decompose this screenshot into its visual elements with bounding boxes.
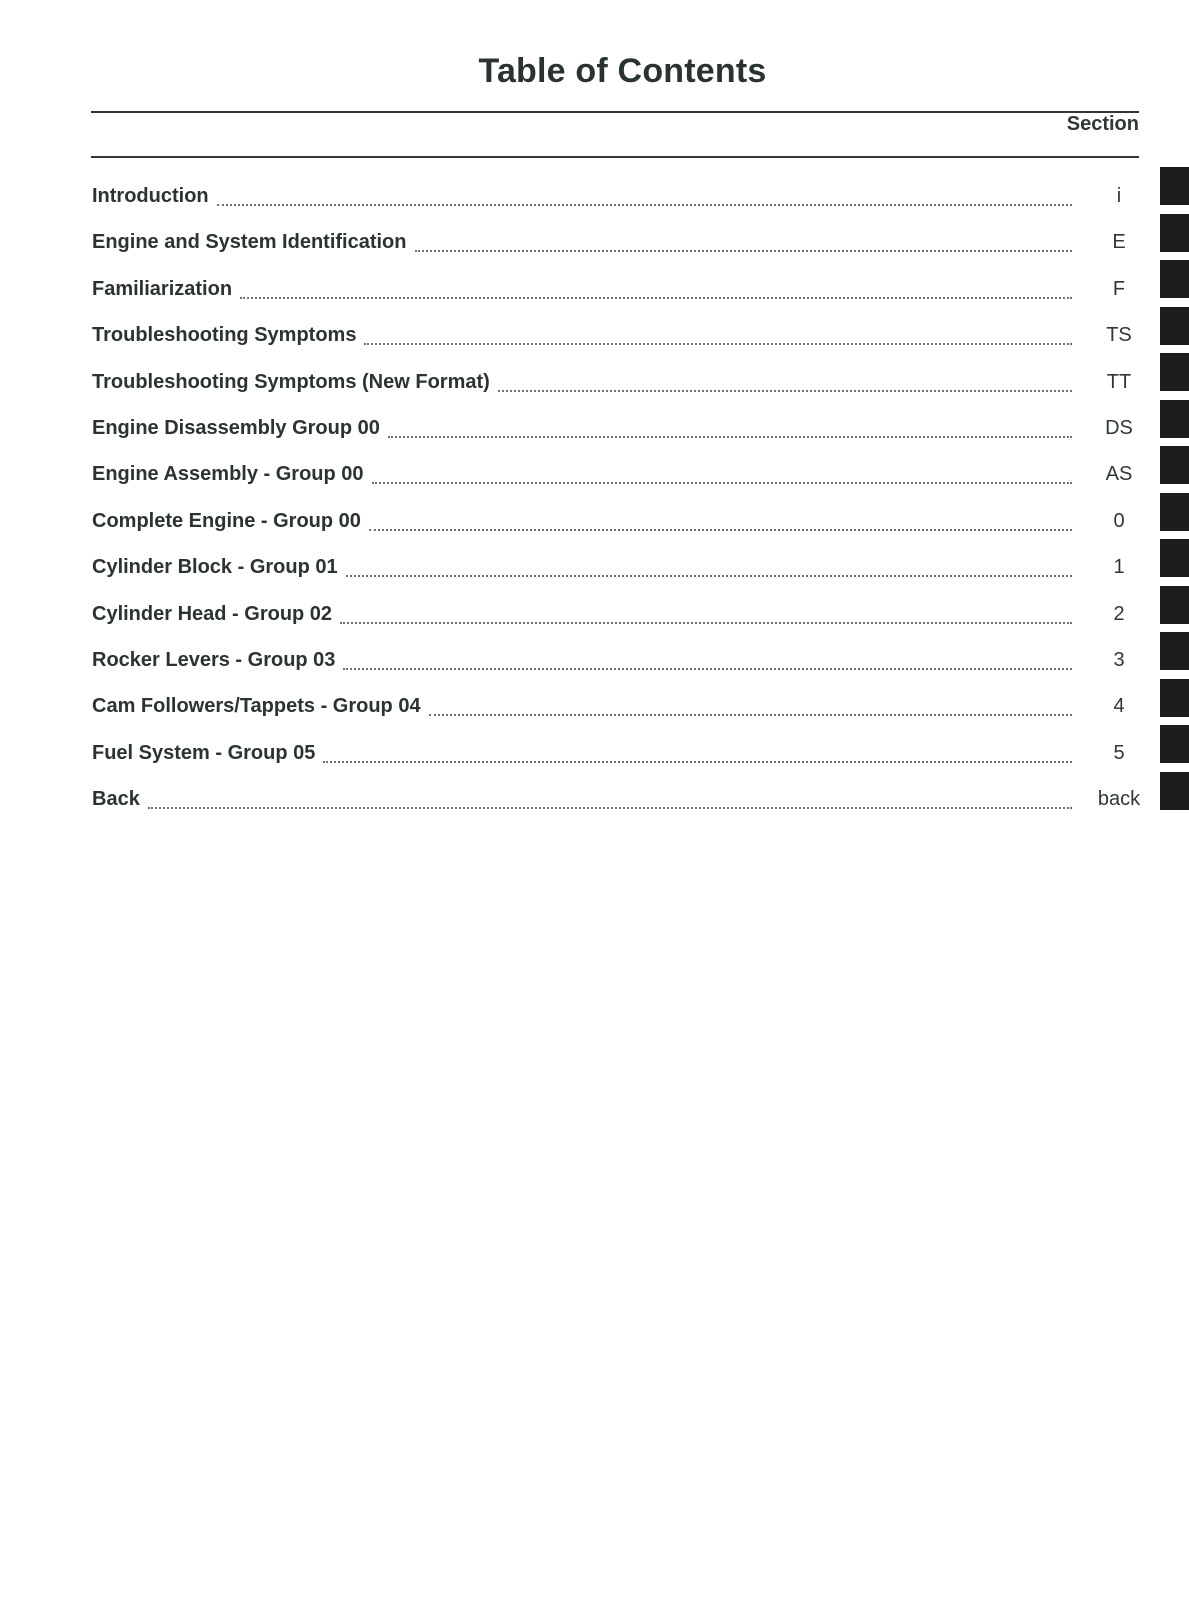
thumb-tab-complete-engine[interactable] <box>1160 493 1189 531</box>
toc-entry-section: DS <box>1105 416 1133 439</box>
toc-entry-fuel-system[interactable] <box>92 741 1144 787</box>
thumb-tab-troubleshooting-symptoms[interactable] <box>1160 307 1189 345</box>
toc-entry-title: Familiarization <box>92 277 233 300</box>
header-rule-top <box>91 111 1139 113</box>
thumb-tab-familiarization[interactable] <box>1160 260 1189 298</box>
dot-leader <box>388 416 1072 438</box>
toc-entry-title: Troubleshooting Symptoms <box>92 324 357 347</box>
toc-entry-back[interactable] <box>92 787 1144 833</box>
toc-entry-section: 1 <box>1113 556 1125 579</box>
dot-leader <box>240 277 1072 299</box>
dot-leader <box>498 370 1072 392</box>
toc-entry-section: back <box>1097 788 1141 811</box>
toc-entry-section: 5 <box>1113 741 1125 764</box>
toc-entry-title: Engine Assembly - Group 00 <box>92 463 364 486</box>
toc-entry-title: Back <box>92 788 140 811</box>
toc-entry-title: Introduction <box>92 185 209 207</box>
toc-entry-troubleshooting-symptoms-new-format[interactable] <box>92 370 1144 416</box>
toc-entry-engine-assembly[interactable] <box>92 462 1144 508</box>
thumb-tab-engine-system-identification[interactable] <box>1160 214 1189 252</box>
dot-leader <box>217 184 1072 206</box>
toc-entry-introduction[interactable] <box>92 184 1144 230</box>
toc-entry-cylinder-head[interactable] <box>92 602 1144 648</box>
toc-entry-complete-engine[interactable] <box>92 509 1144 555</box>
toc-entry-rocker-levers[interactable] <box>92 648 1144 694</box>
dot-leader <box>415 230 1073 252</box>
thumb-tab-rocker-levers[interactable] <box>1160 632 1189 670</box>
thumb-tab-engine-assembly[interactable] <box>1160 446 1189 484</box>
toc-entry-section: F <box>1112 277 1126 300</box>
toc-entry-title: Cylinder Head - Group 02 <box>92 602 333 625</box>
toc-entry-engine-system-identification[interactable] <box>92 230 1144 276</box>
thumb-tab-troubleshooting-new-format[interactable] <box>1160 353 1189 391</box>
toc-entry-title: Engine and System Identification <box>92 231 407 254</box>
toc-entry-troubleshooting-symptoms[interactable] <box>92 323 1144 369</box>
thumb-tab-cylinder-block[interactable] <box>1160 539 1189 577</box>
toc-entry-title: Troubleshooting Symptoms (New Format) <box>92 370 490 393</box>
dot-leader <box>346 555 1072 577</box>
toc-entry-section: i <box>1116 185 1122 207</box>
dot-leader <box>364 323 1072 345</box>
toc-entry-section: E <box>1112 231 1126 254</box>
toc-entry-cylinder-block[interactable] <box>92 555 1144 601</box>
toc-entry-title: Cam Followers/Tappets - Group 04 <box>92 695 421 718</box>
thumb-index-tabs <box>1160 167 1189 818</box>
thumb-tab-introduction[interactable] <box>1160 167 1189 205</box>
toc-entry-engine-disassembly[interactable] <box>92 416 1144 462</box>
dot-leader <box>372 462 1072 484</box>
toc-entry-cam-followers-tappets[interactable] <box>92 694 1144 740</box>
thumb-tab-engine-disassembly[interactable] <box>1160 400 1189 438</box>
toc-entry-section: 2 <box>1113 602 1125 625</box>
thumb-tab-cylinder-head[interactable] <box>1160 586 1189 624</box>
header-rule-bottom <box>91 156 1139 158</box>
toc-list <box>92 184 1144 833</box>
toc-entry-section: 4 <box>1113 695 1125 718</box>
toc-entry-section: 0 <box>1113 509 1125 532</box>
toc-entry-section: TT <box>1106 370 1132 393</box>
toc-entry-section: TS <box>1106 324 1132 347</box>
thumb-tab-fuel-system[interactable] <box>1160 725 1189 763</box>
dot-leader <box>343 648 1072 670</box>
toc-entry-title: Rocker Levers - Group 03 <box>92 648 336 671</box>
thumb-tab-cam-followers[interactable] <box>1160 679 1189 717</box>
dot-leader <box>369 509 1072 531</box>
toc-entry-title: Fuel System - Group 05 <box>92 741 316 764</box>
toc-entry-section: 3 <box>1113 648 1125 671</box>
toc-entry-familiarization[interactable] <box>92 277 1144 323</box>
page-title: Table of Contents <box>478 52 767 90</box>
toc-entry-section: AS <box>1105 463 1133 486</box>
dot-leader <box>323 741 1072 763</box>
toc-entry-title: Engine Disassembly Group 00 <box>92 416 380 439</box>
toc-entry-title: Cylinder Block - Group 01 <box>92 556 338 579</box>
dot-leader <box>429 694 1072 716</box>
dot-leader <box>148 787 1072 809</box>
toc-entry-title: Complete Engine - Group 00 <box>92 509 361 532</box>
section-column-header: Section <box>1066 113 1139 135</box>
thumb-tab-back[interactable] <box>1160 772 1189 810</box>
dot-leader <box>340 602 1072 624</box>
